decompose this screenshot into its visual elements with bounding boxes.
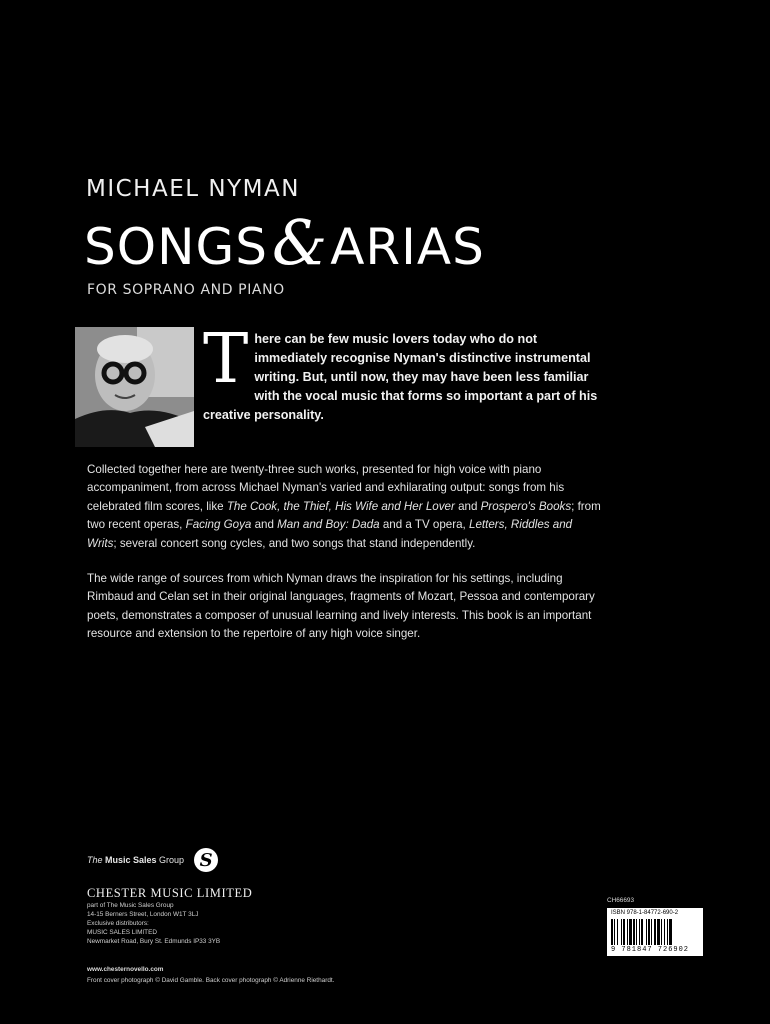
work-title: Prospero's Books (480, 499, 572, 513)
photo-credits: Front cover photograph © David Gamble. Back cover photograph © Adrienne Riethardt. (87, 977, 335, 984)
group-name: The Music Sales Group (87, 855, 185, 865)
music-sales-group-logo (87, 848, 218, 872)
body-paragraph-2: The wide range of sources from which Nyman draws the inspiration for his settings, including Rimbaud and Celan set in their original languages, fragments of Mozart, Pessoa and contemporary poets, demonstrates a composer of unusual learning and lively interests. This book is an important resource and extension to the repertoire of any high voice singer. (87, 572, 595, 641)
work-title: Facing Goya (185, 518, 252, 532)
work-title: Man and Boy: Dada (277, 518, 380, 532)
address-line: MUSIC SALES LIMITED (87, 929, 157, 936)
composer-photo (75, 327, 194, 447)
title-ampersand: & (271, 206, 329, 279)
address-line: Exclusive distributors: (87, 920, 149, 927)
music-sales-emblem-icon: S (194, 848, 218, 872)
intro-text: here can be few music lovers today who do not immediately recognise Nyman's distinctive instrumental writing. But, until now, they may have been less familiar with the vocal music that forms so important a part of his creative personality. (203, 332, 598, 422)
portrait-image (75, 327, 194, 447)
text-run: ; from two recent operas, (87, 499, 601, 532)
text-run: and (454, 499, 481, 513)
text-run: Collected together here are twenty-three such works, presented for high voice with piano accompaniment, from across Michael Nyman's varied and exhilarating output: songs from his celebrated film scores, like (87, 463, 565, 513)
barcode-bars-icon (611, 919, 699, 945)
work-title: The Cook, the Thief, His Wife and Her Lover (226, 499, 455, 513)
body-paragraph-1 (87, 461, 602, 553)
text-run: and (251, 518, 278, 532)
publisher-address (87, 901, 220, 946)
title-songs: SONGS (84, 218, 268, 276)
address-line: 14-15 Berners Street, London W1T 3LJ (87, 911, 199, 918)
address-line: Newmarket Road, Bury St. Edmunds IP33 3YB (87, 938, 221, 945)
book-title (84, 206, 485, 279)
text-run: ; several concert song cycles, and two songs that stand independently. (113, 536, 476, 550)
publisher-website-link[interactable]: www.chesternovello.com (87, 966, 164, 973)
work-title: Letters, Riddles and Writs (87, 518, 573, 550)
publisher-name: CHESTER MUSIC LIMITED (87, 886, 253, 900)
composer-name: MICHAEL NYMAN (86, 176, 300, 202)
isbn-label: ISBN 978-1-84772-690-2 (611, 910, 679, 916)
barcode (607, 908, 703, 956)
title-arias: ARIAS (330, 218, 485, 276)
barcode-digits: 9 781847 726902 (611, 946, 690, 954)
book-subtitle: FOR SOPRANO AND PIANO (87, 282, 285, 298)
catalogue-number: CH66693 (607, 897, 635, 904)
drop-cap: T (203, 320, 249, 399)
intro-paragraph (203, 320, 603, 425)
text-run: and a TV opera, (379, 518, 470, 532)
address-line: part of The Music Sales Group (87, 902, 174, 909)
